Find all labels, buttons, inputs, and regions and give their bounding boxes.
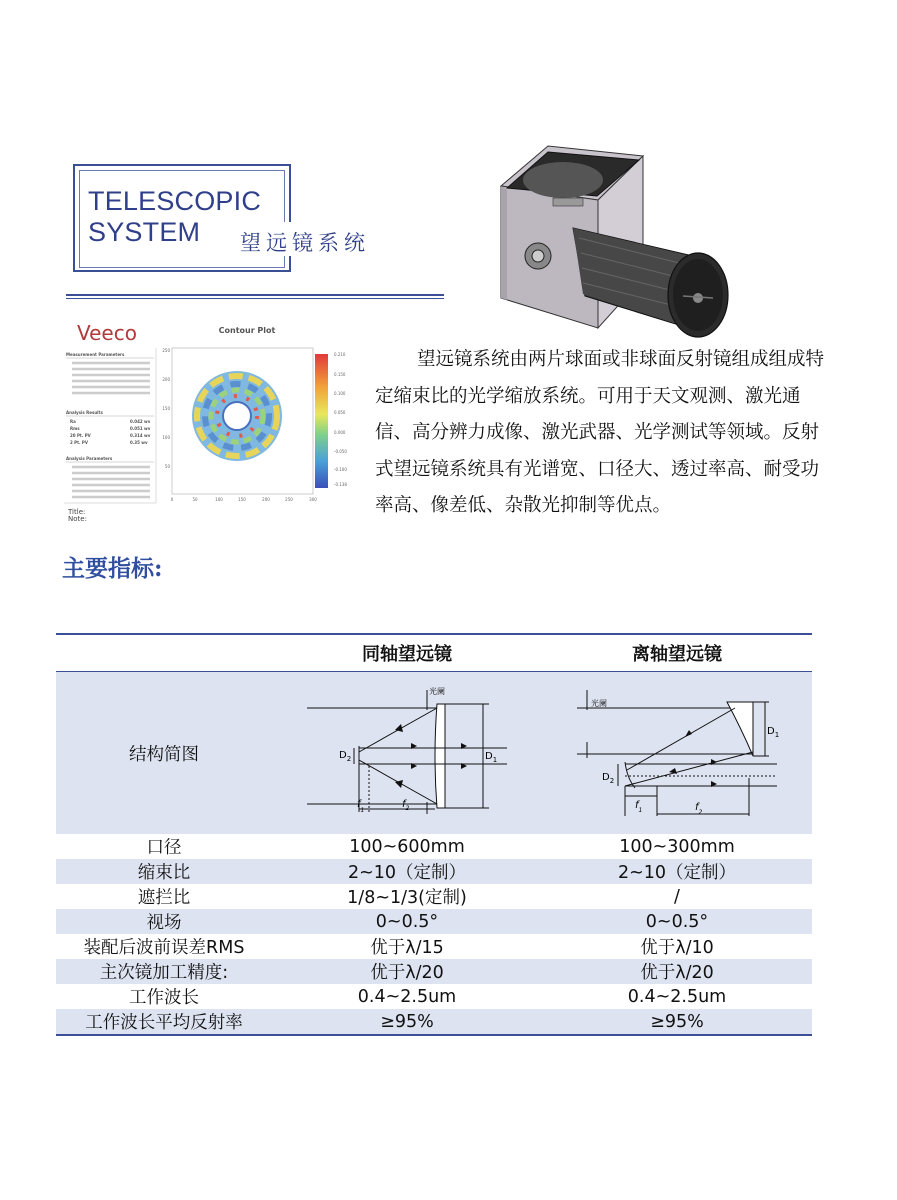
svg-text:100: 100 bbox=[215, 497, 223, 502]
svg-text:150: 150 bbox=[238, 497, 246, 502]
color-scale-bar bbox=[315, 354, 328, 488]
table-row bbox=[56, 859, 812, 884]
offaxis-value: 优于λ/10 bbox=[640, 938, 714, 958]
coaxial-value: 1/8~1/3(定制) bbox=[347, 888, 467, 908]
svg-text:150: 150 bbox=[162, 406, 170, 411]
offaxis-value: 2~10（定制） bbox=[542, 859, 812, 884]
svg-text:0.210: 0.210 bbox=[334, 352, 346, 357]
coaxial-value: ≥95% bbox=[272, 1009, 542, 1035]
diagram-row-label: 结构简图 bbox=[56, 672, 272, 835]
offaxis-value: 0~0.5° bbox=[542, 909, 812, 934]
result-label: Ra bbox=[70, 419, 76, 424]
f1-label: $f_1$ bbox=[357, 798, 365, 814]
section-analysis-results: Analysis Results bbox=[66, 410, 103, 415]
coaxial-value: 100~600mm bbox=[349, 836, 465, 857]
coaxial-value: 优于λ/20 bbox=[272, 959, 542, 984]
offaxis-telescope-diagram bbox=[577, 686, 780, 816]
svg-text:0.150: 0.150 bbox=[334, 372, 346, 377]
section-heading: 主要指标: bbox=[62, 555, 163, 582]
f1-label: $f_1$ bbox=[635, 799, 643, 814]
table-row bbox=[56, 984, 812, 1009]
svg-text:250: 250 bbox=[162, 348, 170, 353]
aperture-label: 光阑 bbox=[429, 686, 445, 696]
svg-text:-0.138: -0.138 bbox=[334, 482, 347, 487]
coaxial-telescope-diagram bbox=[307, 686, 507, 816]
title-rule-thin bbox=[66, 298, 444, 299]
title-en-line2: SYSTEM bbox=[88, 217, 201, 247]
header-coaxial: 同轴望远镜 bbox=[272, 634, 542, 672]
note-label: Note: bbox=[68, 515, 87, 523]
header-cell-empty bbox=[56, 634, 272, 672]
result-value: 0.35 wv bbox=[130, 440, 148, 445]
table-row bbox=[56, 834, 812, 859]
coaxial-value: 2~10（定制） bbox=[272, 859, 542, 884]
d2-label: $D_2$ bbox=[339, 749, 352, 763]
table-row bbox=[56, 1009, 812, 1035]
row-label: 缩束比 bbox=[56, 859, 272, 884]
svg-text:0: 0 bbox=[170, 497, 174, 502]
contour-plot-figure bbox=[62, 318, 362, 523]
veeco-logo: Veeco bbox=[77, 321, 137, 345]
offaxis-value: 优于λ/20 bbox=[542, 959, 812, 984]
section-analysis-params: Analysis Parameters bbox=[66, 456, 113, 461]
coaxial-diagram-cell bbox=[272, 672, 542, 835]
row-label: 工作波长 bbox=[129, 988, 199, 1008]
table-row bbox=[56, 884, 812, 909]
svg-text:200: 200 bbox=[162, 377, 170, 382]
d1-label: $D_1$ bbox=[485, 750, 498, 764]
svg-text:0.000: 0.000 bbox=[334, 430, 346, 435]
aperture-label: 光阑 bbox=[591, 698, 607, 708]
intro-paragraph: 望远镜系统由两片球面或非球面反射镜组成组成特定缩束比的光学缩放系统。可用于天文观测、激光通信、高分辨力成像、激光武器、光学测试等领域。反射式望远镜系统具有光谱宽、口径大、透过率高、耐受功率高、像差低、杂散光抑制等优点。 bbox=[375, 349, 825, 516]
f2-label: $f_2$ bbox=[402, 798, 410, 812]
header-offaxis: 离轴望远镜 bbox=[542, 634, 812, 672]
title-label: Title: bbox=[68, 508, 86, 516]
spec-table bbox=[56, 633, 812, 1036]
result-label: 2 Pt. PV bbox=[70, 440, 88, 445]
d1-label: $D_1$ bbox=[767, 725, 780, 739]
svg-text:-0.100: -0.100 bbox=[334, 467, 347, 472]
table-row bbox=[56, 959, 812, 984]
telescope-product-image bbox=[493, 138, 743, 333]
row-label: 视场 bbox=[56, 909, 272, 934]
svg-text:50: 50 bbox=[192, 497, 198, 502]
result-label: Rms bbox=[70, 426, 80, 431]
f2-label: $f_2$ bbox=[695, 801, 703, 816]
result-label: 20 Pt. PV bbox=[70, 433, 91, 438]
table-header-row bbox=[56, 634, 812, 672]
coaxial-value: 优于λ/15 bbox=[370, 938, 444, 958]
table-row bbox=[56, 909, 812, 934]
offaxis-value: 0.4~2.5um bbox=[627, 986, 727, 1007]
offaxis-value: ≥95% bbox=[542, 1009, 812, 1035]
title-rule-thick bbox=[66, 294, 444, 296]
offaxis-diagram-cell bbox=[542, 672, 812, 835]
svg-text:-0.050: -0.050 bbox=[334, 449, 347, 454]
svg-text:50: 50 bbox=[164, 464, 170, 469]
result-value: 0.042 wv bbox=[130, 419, 151, 424]
section-measurement: Measurement Parameters bbox=[66, 352, 125, 357]
result-value: 0.051 wv bbox=[130, 426, 151, 431]
row-label: 主次镜加工精度: bbox=[56, 959, 272, 984]
offaxis-value: 100~300mm bbox=[619, 836, 735, 857]
result-value: 0.314 wv bbox=[130, 433, 151, 438]
svg-text:300: 300 bbox=[309, 497, 317, 502]
d2-label: $D_2$ bbox=[602, 771, 615, 785]
svg-text:100: 100 bbox=[162, 435, 170, 440]
row-label: 工作波长平均反射率 bbox=[56, 1009, 272, 1035]
table-row bbox=[56, 934, 812, 959]
svg-text:200: 200 bbox=[262, 497, 270, 502]
svg-text:0.050: 0.050 bbox=[334, 410, 346, 415]
contour-plot-title: Contour Plot bbox=[218, 326, 276, 335]
row-label: 遮拦比 bbox=[137, 888, 191, 908]
svg-text:250: 250 bbox=[285, 497, 293, 502]
title-en-line1: TELESCOPIC bbox=[88, 186, 262, 216]
diagram-row bbox=[56, 672, 812, 835]
title-chinese: 望远镜系统 bbox=[240, 231, 370, 255]
row-label: 装配后波前误差RMS bbox=[83, 938, 245, 958]
row-label: 口径 bbox=[146, 838, 182, 858]
offaxis-value: / bbox=[674, 886, 680, 907]
coaxial-value: 0.4~2.5um bbox=[357, 986, 457, 1007]
coaxial-value: 0~0.5° bbox=[272, 909, 542, 934]
svg-text:0.100: 0.100 bbox=[334, 391, 346, 396]
